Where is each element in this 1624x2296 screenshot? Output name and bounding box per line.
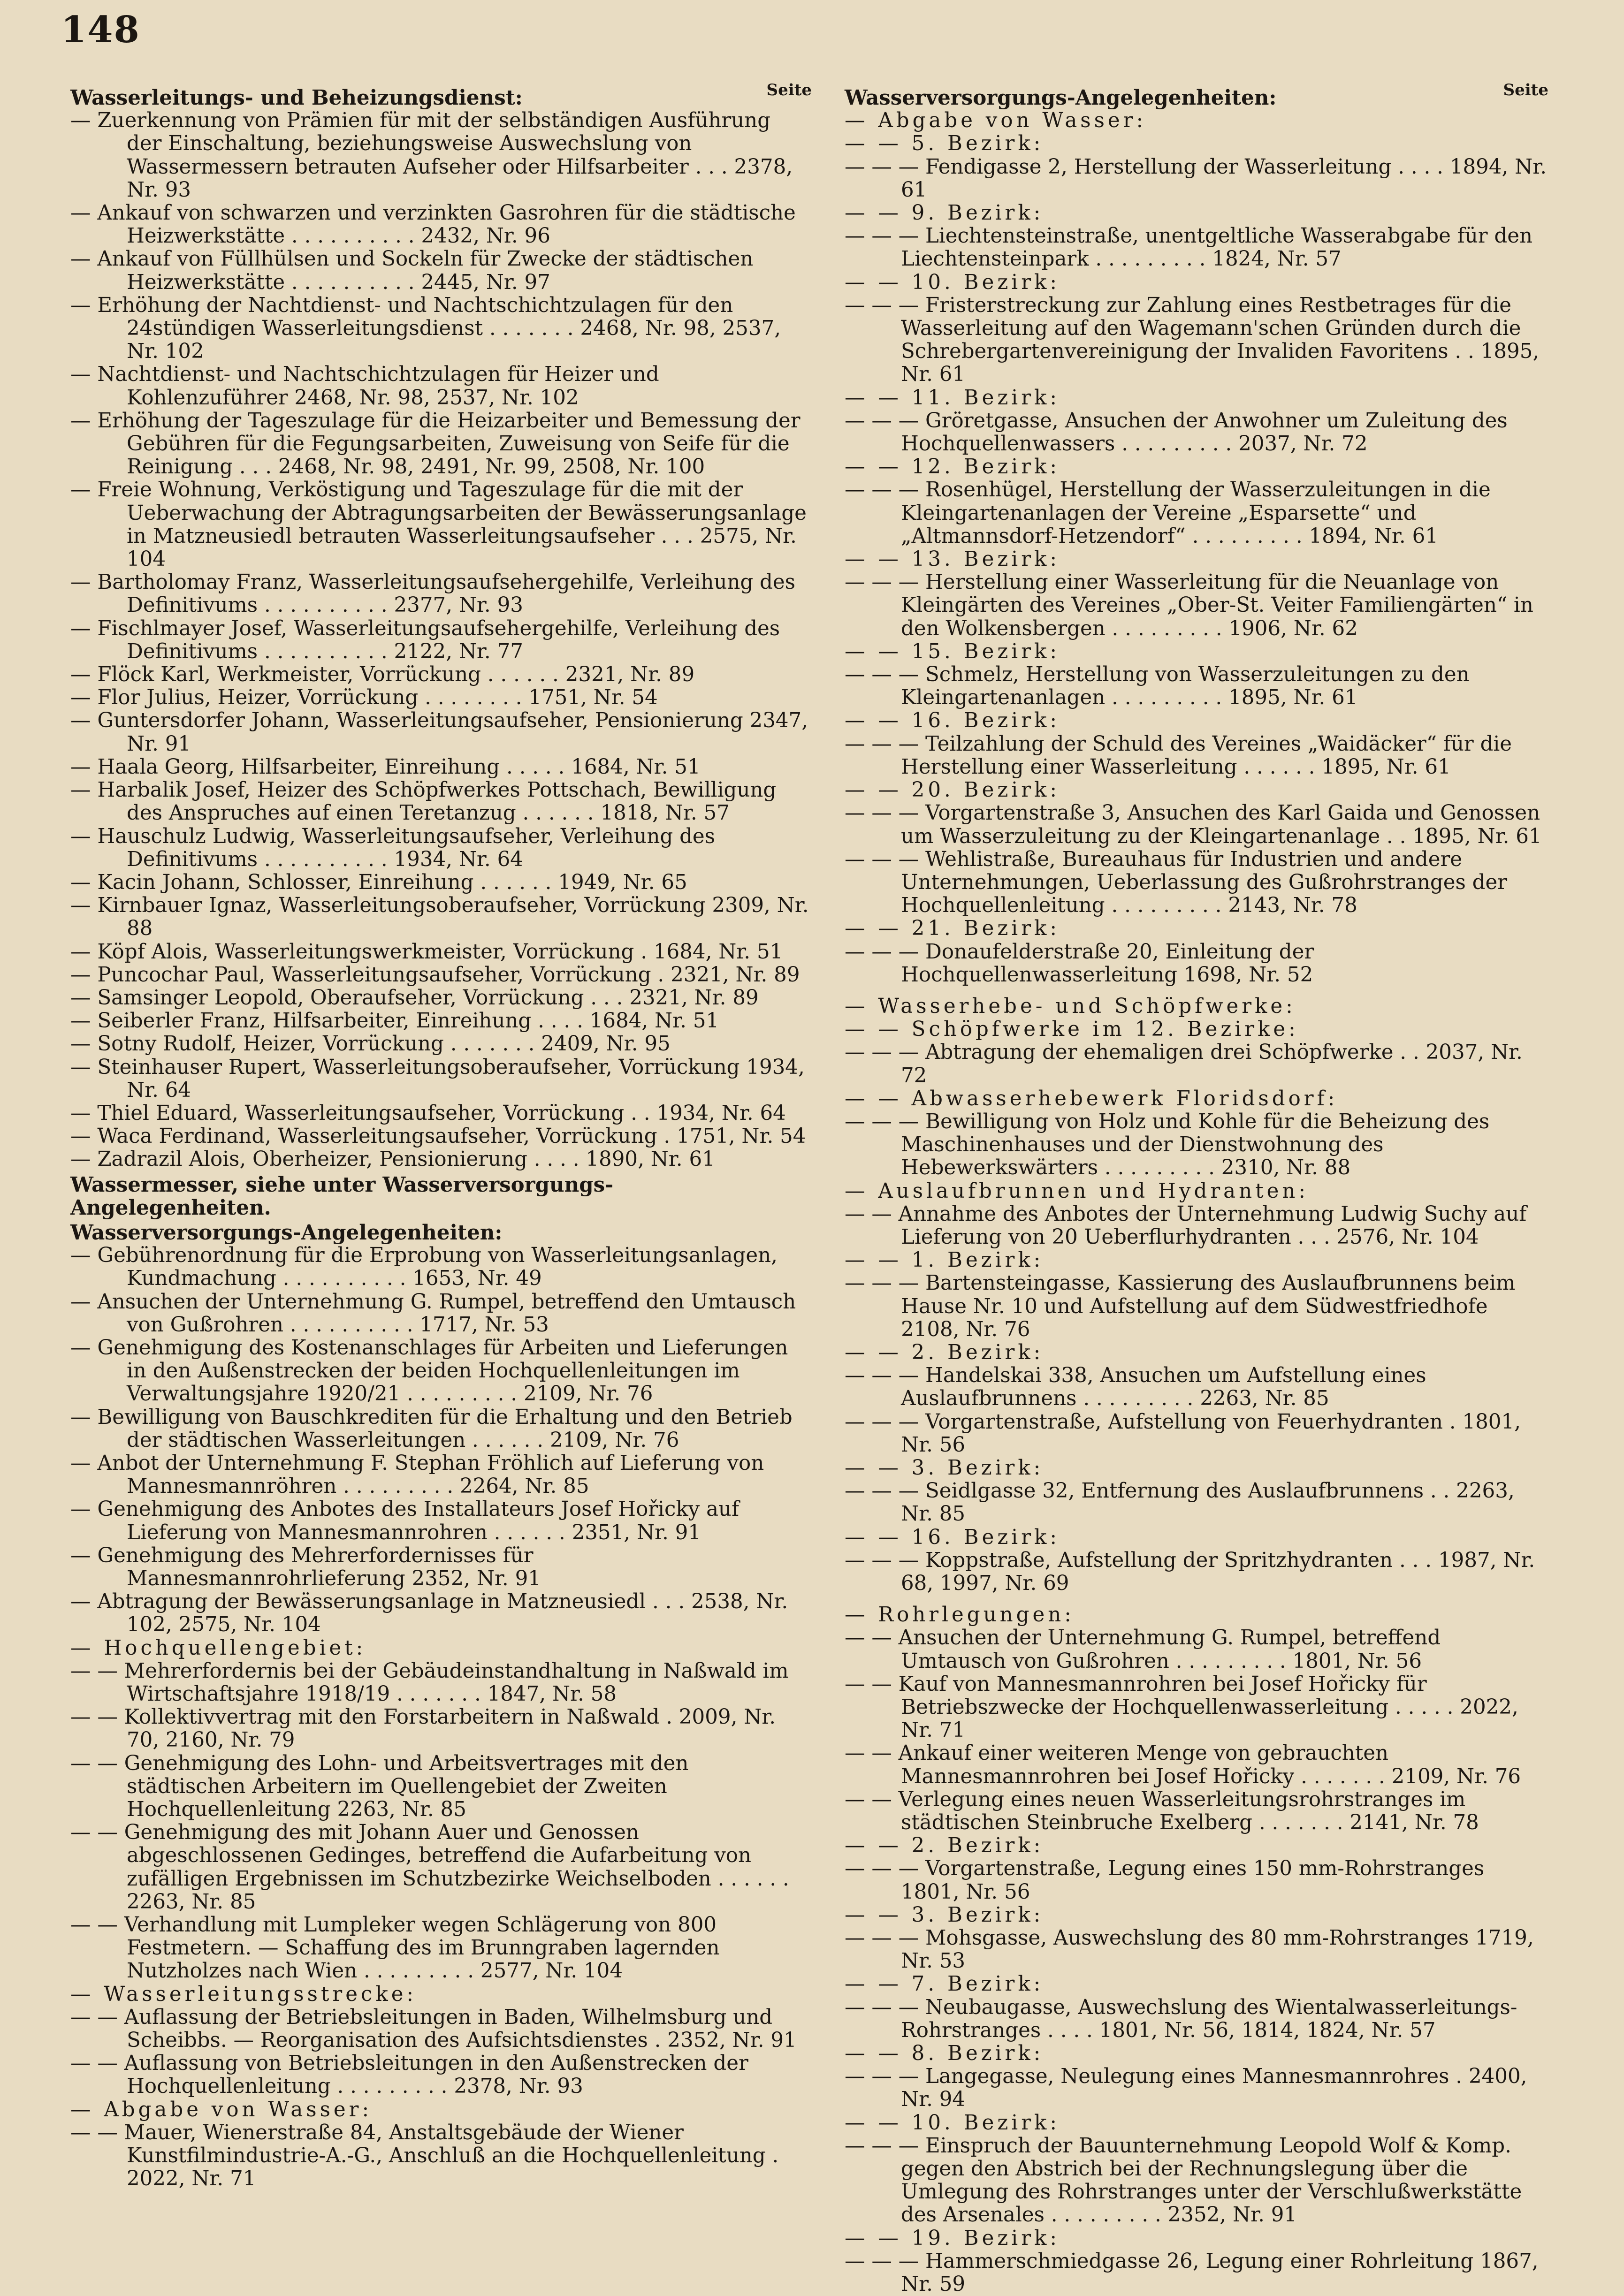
index-entry: — Ankauf von Füllhülsen und Sockeln für Zwecke der städtischen Heizwerkstätte . . . . . . . . . . 2445, Nr. 97 bbox=[70, 247, 754, 294]
index-entry: — Freie Wohnung, Verköstigung und Tageszulage für die mit der Ueberwachung der Abtragungsarbeiten der Bewässerungsanlage in Matzneusiedl betrauten Wasserleitungsaufseher . . . 2575, Nr. 104 bbox=[70, 478, 807, 571]
subsection-heading: — — Abwasserhebewerk Floridsdorf: bbox=[845, 1087, 1338, 1110]
subsection-heading: — — 19. Bezirk: bbox=[845, 2226, 1060, 2250]
subsection-heading: — Abgabe von Wasser: bbox=[845, 109, 1147, 133]
index-entry: — — — Rosenhügel, Herstellung der Wasserzuleitungen in die Kleingartenanlagen der Vereine „Esparsette“ und „Altmannsdorf-Hetzendorf“ . . . . . . . . . 1894, Nr. 61 bbox=[845, 478, 1491, 548]
index-entry: — — Ansuchen der Unternehmung G. Rumpel, betreffend Umtausch von Gußrohren . . . . . . . . . 1801, Nr. 56 bbox=[845, 1626, 1441, 1673]
index-entry: — Abtragung der Bewässerungsanlage in Matzneusiedl . . . 2538, Nr. 102, 2575, Nr. 104 bbox=[70, 1590, 788, 1637]
index-entry: — Waca Ferdinand, Wasserleitungsaufseher, Vorrückung . 1751, Nr. 54 bbox=[70, 1125, 806, 1148]
index-entry: — Steinhauser Rupert, Wasserleitungsoberaufseher, Vorrückung 1934, Nr. 64 bbox=[70, 1055, 805, 1102]
index-entry: — — — Donaufelderstraße 20, Einleitung der Hochquellenwasserleitung 1698, Nr. 52 bbox=[845, 940, 1314, 987]
index-entry: — Ankauf von schwarzen und verzinkten Gasrohren für die städtische Heizwerkstätte . . . . . . . . . . 2432, Nr. 96 bbox=[70, 201, 796, 248]
index-entry: — — — Bartensteingasse, Kassierung des Auslaufbrunnens beim Hause Nr. 10 und Aufstellung auf dem Südwestfriedhofe 2108, Nr. 76 bbox=[845, 1271, 1516, 1341]
index-entry: — Zuerkennung von Prämien für mit der selbständigen Ausführung der Einschaltung, beziehungsweise Auswechslung von Wassermessern betrauten Aufseher oder Hilfsarbeiter . . . 2378, Nr. 93 bbox=[70, 109, 793, 202]
index-entry: — — — Vorgartenstraße 3, Ansuchen des Karl Gaida und Genossen um Wasserzuleitung zu der Kleingartenanlage . . 1895, Nr. 61 bbox=[845, 801, 1542, 848]
subsection-heading: — — 1. Bezirk: bbox=[845, 1248, 1044, 1272]
subsection-heading: — — 3. Bezirk: bbox=[845, 1456, 1044, 1480]
index-entry: — Flöck Karl, Werkmeister, Vorrückung . . . . . . 2321, Nr. 89 bbox=[70, 663, 695, 687]
index-entry: — — — Koppstraße, Aufstellung der Spritzhydranten . . . 1987, Nr. 68, 1997, Nr. 69 bbox=[845, 1548, 1535, 1595]
seite-label-right: Seite bbox=[1503, 81, 1548, 99]
index-entry: — Guntersdorfer Johann, Wasserleitungsaufseher, Pensionierung 2347, Nr. 91 bbox=[70, 709, 808, 756]
subsection-heading: — — 2. Bezirk: bbox=[845, 1834, 1044, 1858]
index-entry: — — — Bewilligung von Holz und Kohle für die Beheizung des Maschinenhauses und der Dienstwohnung des Hebewerkswärters . . . . . . . . . 2310, Nr. 88 bbox=[845, 1110, 1490, 1180]
subsection-heading: — — 15. Bezirk: bbox=[845, 639, 1060, 663]
index-entry: — Erhöhung der Tageszulage für die Heizarbeiter und Bemessung der Gebühren für die Fegungsarbeiten, Zuweisung von Seife für die Reinigung . . . 2468, Nr. 98, 2491, Nr. 99, 2508, Nr. 100 bbox=[70, 409, 801, 479]
index-entry: — — Auflassung der Betriebsleitungen in Baden, Wilhelmsburg und Scheibbs. — Reorganisation des Aufsichtsdienstes . 2352, Nr. 91 bbox=[70, 2005, 797, 2053]
index-entry: — — — Gröretgasse, Ansuchen der Anwohner um Zuleitung des Hochquellenwassers . . . . . . . . . 2037, Nr. 72 bbox=[845, 409, 1508, 456]
left-column bbox=[70, 81, 812, 2191]
subsection-heading: — — 21. Bezirk: bbox=[845, 917, 1060, 941]
index-entry: — — — Herstellung einer Wasserleitung für die Neuanlage von Kleingärten des Vereines „Ober-St. Veiter Familiengärten“ in den Wolkensbergen . . . . . . . . . 1906, Nr. 62 bbox=[845, 570, 1533, 640]
index-entry: — Bartholomay Franz, Wasserleitungsaufsehergehilfe, Verleihung des Definitivums . . . . . . . . . . 2377, Nr. 93 bbox=[70, 570, 795, 617]
index-entry: — Bewilligung von Bauschkrediten für die Erhaltung und den Betrieb der städtischen Wasserleitungen . . . . . . 2109, Nr. 76 bbox=[70, 1405, 793, 1452]
subsection-heading: — Hochquellengebiet: bbox=[70, 1636, 366, 1660]
subsection-heading: — — 2. Bezirk: bbox=[845, 1340, 1044, 1364]
index-entry: — — Genehmigung des mit Johann Auer und Genossen abgeschlossenen Gedinges, betreffend die Aufarbeitung von zufälligen Ergebnissen im Schutzbezirke Weichselboden . . . . . . 2263, Nr. 85 bbox=[70, 1821, 789, 1914]
index-entry: — Zadrazil Alois, Oberheizer, Pensionierung . . . . 1890, Nr. 61 bbox=[70, 1148, 715, 1171]
index-entry: — Genehmigung des Mehrerfordernisses für Mannesmannrohrlieferung 2352, Nr. 91 bbox=[70, 1543, 541, 1590]
subsection-heading: — — 10. Bezirk: bbox=[845, 2111, 1060, 2135]
subsection-heading: — — 16. Bezirk: bbox=[845, 709, 1060, 733]
index-entry: — Kirnbauer Ignaz, Wasserleitungsoberaufseher, Vorrückung 2309, Nr. 88 bbox=[70, 894, 809, 941]
index-entry: — Nachtdienst- und Nachtschichtzulagen für Heizer und Kohlenzuführer 2468, Nr. 98, 2537, Nr. 102 bbox=[70, 363, 659, 410]
index-entry: — Ansuchen der Unternehmung G. Rumpel, betreffend den Umtausch von Gußrohren . . . . . . . . . . 1717, Nr. 53 bbox=[70, 1290, 796, 1337]
index-entry: — Gebührenordnung für die Erprobung von Wasserleitungsanlagen, Kundmachung . . . . . . . . . . 1653, Nr. 49 bbox=[70, 1244, 778, 1291]
index-entry: — Köpf Alois, Wasserleitungswerkmeister, Vorrückung . 1684, Nr. 51 bbox=[70, 940, 783, 964]
index-entry: — Flor Julius, Heizer, Vorrückung . . . . . . . . 1751, Nr. 54 bbox=[70, 686, 658, 710]
subsection-heading: — Auslaufbrunnen und Hydranten: bbox=[845, 1179, 1309, 1203]
subsection-heading: — Abgabe von Wasser: bbox=[70, 2098, 373, 2121]
index-entry: — — — Fendigasse 2, Herstellung der Wasserleitung . . . . 1894, Nr. 61 bbox=[845, 155, 1547, 202]
index-entry: — — — Handelskai 338, Ansuchen um Aufstellung eines Auslaufbrunnens . . . . . . . . . 2263, Nr. 85 bbox=[845, 1364, 1426, 1411]
subsection-heading: — — 20. Bezirk: bbox=[845, 778, 1060, 802]
subsection-heading: — — 5. Bezirk: bbox=[845, 132, 1044, 156]
subsection-heading: — — 8. Bezirk: bbox=[845, 2042, 1044, 2066]
index-entry: — — — Mohsgasse, Auswechslung des 80 mm-Rohrstranges 1719, Nr. 53 bbox=[845, 1926, 1534, 1973]
subsection-heading: — — 11. Bezirk: bbox=[845, 386, 1060, 410]
index-entry: — — Mehrerfordernis bei der Gebäudeinstandhaltung in Naßwald im Wirtschaftsjahre 1918/19 . . . . . . . 1847, Nr. 58 bbox=[70, 1659, 789, 1706]
index-entry: — — Kollektivvertrag mit den Forstarbeitern in Naßwald . 2009, Nr. 70, 2160, Nr. 79 bbox=[70, 1705, 776, 1752]
subsection-heading: — — 7. Bezirk: bbox=[845, 1972, 1044, 1996]
index-entry: — — — Fristerstreckung zur Zahlung eines Restbetrages für die Wasserleitung auf den Wagemann'schen Gründen durch die Schrebergartenvereinigung der Invaliden Favoritens . . 1895, Nr. 61 bbox=[845, 293, 1540, 387]
index-entry: — — — Hammerschmiedgasse 26, Legung einer Rohrleitung 1867, Nr. 59 bbox=[845, 2249, 1539, 2296]
subsection-heading: — — 3. Bezirk: bbox=[845, 1903, 1044, 1927]
index-entry: — — Kauf von Mannesmannrohren bei Josef Hořicky für Betriebszwecke der Hochquellenwasserleitung . . . . . 2022, Nr. 71 bbox=[845, 1672, 1518, 1742]
subsection-heading: — — 16. Bezirk: bbox=[845, 1525, 1060, 1549]
index-entry: — — Annahme des Anbotes der Unternehmung Ludwig Suchy auf Lieferung von 20 Ueberflurhydranten . . . 2576, Nr. 104 bbox=[845, 1202, 1527, 1249]
index-entry: — Harbalik Josef, Heizer des Schöpfwerkes Pottschach, Bewilligung des Anspruches auf einen Teretanzug . . . . . . 1818, Nr. 57 bbox=[70, 778, 777, 825]
subsection-heading: — — 12. Bezirk: bbox=[845, 455, 1060, 479]
index-entry: — — — Langegasse, Neulegung eines Mannesmannrohres . 2400, Nr. 94 bbox=[845, 2065, 1527, 2112]
index-entry: — Kacin Johann, Schlosser, Einreihung . . . . . . 1949, Nr. 65 bbox=[70, 870, 687, 894]
index-entry: — — — Wehlistraße, Bureauhaus für Industrien und andere Unternehmungen, Ueberlassung des Gußrohrstranges der Hochquellenleitung . . . . . . . . . 2143, Nr. 78 bbox=[845, 847, 1508, 918]
subsection-heading: — — Schöpfwerke im 12. Bezirke: bbox=[845, 1018, 1299, 1042]
index-entry: — — Ankauf einer weiteren Menge von gebrauchten Mannesmannrohren bei Josef Hořicky . . . . . . . 2109, Nr. 76 bbox=[845, 1741, 1521, 1788]
index-entry: — Erhöhung der Nachtdienst- und Nachtschichtzulagen für den 24stündigen Wasserleitungsdienst . . . . . . . 2468, Nr. 98, 2537, Nr. 102 bbox=[70, 293, 781, 364]
index-entry: — — Genehmigung des Lohn- und Arbeitsvertrages mit den städtischen Arbeitern im Quellengebiet der Zweiten Hochquellenleitung 2263, Nr. 85 bbox=[70, 1751, 689, 1822]
section-heading: Wasserversorgungs-Angelegenheiten: bbox=[70, 1220, 503, 1245]
index-entry: — — Verhandlung mit Lumpleker wegen Schlägerung von 800 Festmetern. — Schaffung des im Brunngraben lagernden Nutzholzes nach Wien . . . . . . . . . 2577, Nr. 104 bbox=[70, 1913, 720, 1983]
index-entry: — — — Liechtensteinstraße, unentgeltliche Wasserabgabe für den Liechtensteinpark . . . . . . . . . 1824, Nr. 57 bbox=[845, 224, 1533, 271]
index-entry: — Samsinger Leopold, Oberaufseher, Vorrückung . . . 2321, Nr. 89 bbox=[70, 986, 759, 1010]
index-entry: — — Auflassung von Betriebsleitungen in den Außenstrecken der Hochquellenleitung . . . . . . . . . 2378, Nr. 93 bbox=[70, 2052, 748, 2098]
index-entry: — — — Neubaugasse, Auswechslung des Wientalwasserleitungs-Rohrstranges . . . . 1801, Nr. 56, 1814, 1824, Nr. 57 bbox=[845, 1995, 1517, 2042]
index-entry: — — — Teilzahlung der Schuld des Vereines „Waidäcker“ für die Herstellung einer Wasserleitung . . . . . . 1895, Nr. 61 bbox=[845, 732, 1512, 779]
subsection-heading: — Wasserleitungsstrecke: bbox=[70, 1982, 417, 2006]
index-entry: — Thiel Eduard, Wasserleitungsaufseher, Vorrückung . . 1934, Nr. 64 bbox=[70, 1101, 786, 1125]
seite-label-left: Seite bbox=[766, 81, 812, 99]
page-number: 148 bbox=[61, 8, 140, 51]
index-entry: — — Mauer, Wienerstraße 84, Anstaltsgebäude der Wiener Kunstfilmindustrie-A.-G., Anschluß an die Hochquellenleitung . 2022, Nr. 71 bbox=[70, 2121, 779, 2191]
subsection-heading: — — 13. Bezirk: bbox=[845, 547, 1060, 571]
right-column bbox=[845, 81, 1548, 2296]
index-entry: — — Verlegung eines neuen Wasserleitungsrohrstranges im städtischen Steinbruche Exelberg . . . . . . . 2141, Nr. 78 bbox=[845, 1787, 1479, 1835]
spacer bbox=[845, 987, 1548, 995]
index-entry: — Genehmigung des Kostenanschlages für Arbeiten und Lieferungen in den Außenstrecken der beiden Hochquellenleitungen im Verwaltungsjahre 1920/21 . . . . . . . . . 2109, Nr. 76 bbox=[70, 1336, 788, 1406]
index-entry: — Anbot der Unternehmung F. Stephan Fröhlich auf Lieferung von Mannesmannröhren . . . . . . . . . 2264, Nr. 85 bbox=[70, 1451, 764, 1498]
index-entry: — Hauschulz Ludwig, Wasserleitungsaufseher, Verleihung des Definitivums . . . . . . . . . . 1934, Nr. 64 bbox=[70, 824, 715, 871]
index-entry: — Fischlmayer Josef, Wasserleitungsaufsehergehilfe, Verleihung des Definitivums . . . . . . . . . . 2122, Nr. 77 bbox=[70, 616, 780, 663]
section-heading: Wasserversorgungs-Angelegenheiten: bbox=[845, 86, 1277, 110]
section-heading: Wasserleitungs- und Beheizungsdienst: bbox=[70, 86, 523, 110]
index-entry: — — — Vorgartenstraße, Aufstellung von Feuerhydranten . 1801, Nr. 56 bbox=[845, 1410, 1521, 1457]
subsection-heading: — Rohrlegungen: bbox=[845, 1603, 1075, 1627]
section-heading: Wassermesser, siehe unter Wasserversorgungs-Angelegenheiten. bbox=[70, 1172, 614, 1220]
index-entry: — Genehmigung des Anbotes des Installateurs Josef Hořicky auf Lieferung von Mannesmannrohren . . . . . . 2351, Nr. 91 bbox=[70, 1498, 740, 1544]
subsection-heading: — — 9. Bezirk: bbox=[845, 201, 1044, 225]
index-entry: — — — Einspruch der Bauunternehmung Leopold Wolf & Komp. gegen den Abstrich bei der Rechnungslegung über die Umlegung des Rohrstranges unter der Verschlußwerkstätte des Arsenales . . . . . . . . . 2352, Nr. 91 bbox=[845, 2134, 1522, 2227]
subsection-heading: — — 10. Bezirk: bbox=[845, 270, 1060, 294]
index-entry: — Haala Georg, Hilfsarbeiter, Einreihung . . . . . 1684, Nr. 51 bbox=[70, 755, 701, 779]
index-entry: — — — Seidlgasse 32, Entfernung des Auslaufbrunnens . . 2263, Nr. 85 bbox=[845, 1479, 1515, 1526]
subsection-heading: — Wasserhebe- und Schöpfwerke: bbox=[845, 994, 1296, 1018]
spacer bbox=[845, 1595, 1548, 1604]
index-entry: — — — Abtragung der ehemaligen drei Schöpfwerke . . 2037, Nr. 72 bbox=[845, 1041, 1523, 1087]
index-entry: — — — Vorgartenstraße, Legung eines 150 mm-Rohrstranges 1801, Nr. 56 bbox=[845, 1857, 1485, 1904]
index-entry: — Sotny Rudolf, Heizer, Vorrückung . . . . . . . 2409, Nr. 95 bbox=[70, 1032, 671, 1056]
index-entry: — Seiberler Franz, Hilfsarbeiter, Einreihung . . . . 1684, Nr. 51 bbox=[70, 1009, 719, 1033]
index-entry: — — — Schmelz, Herstellung von Wasserzuleitungen zu den Kleingartenanlagen . . . . . . . . . 1895, Nr. 61 bbox=[845, 663, 1470, 710]
index-entry: — Puncochar Paul, Wasserleitungsaufseher, Vorrückung . 2321, Nr. 89 bbox=[70, 963, 800, 987]
